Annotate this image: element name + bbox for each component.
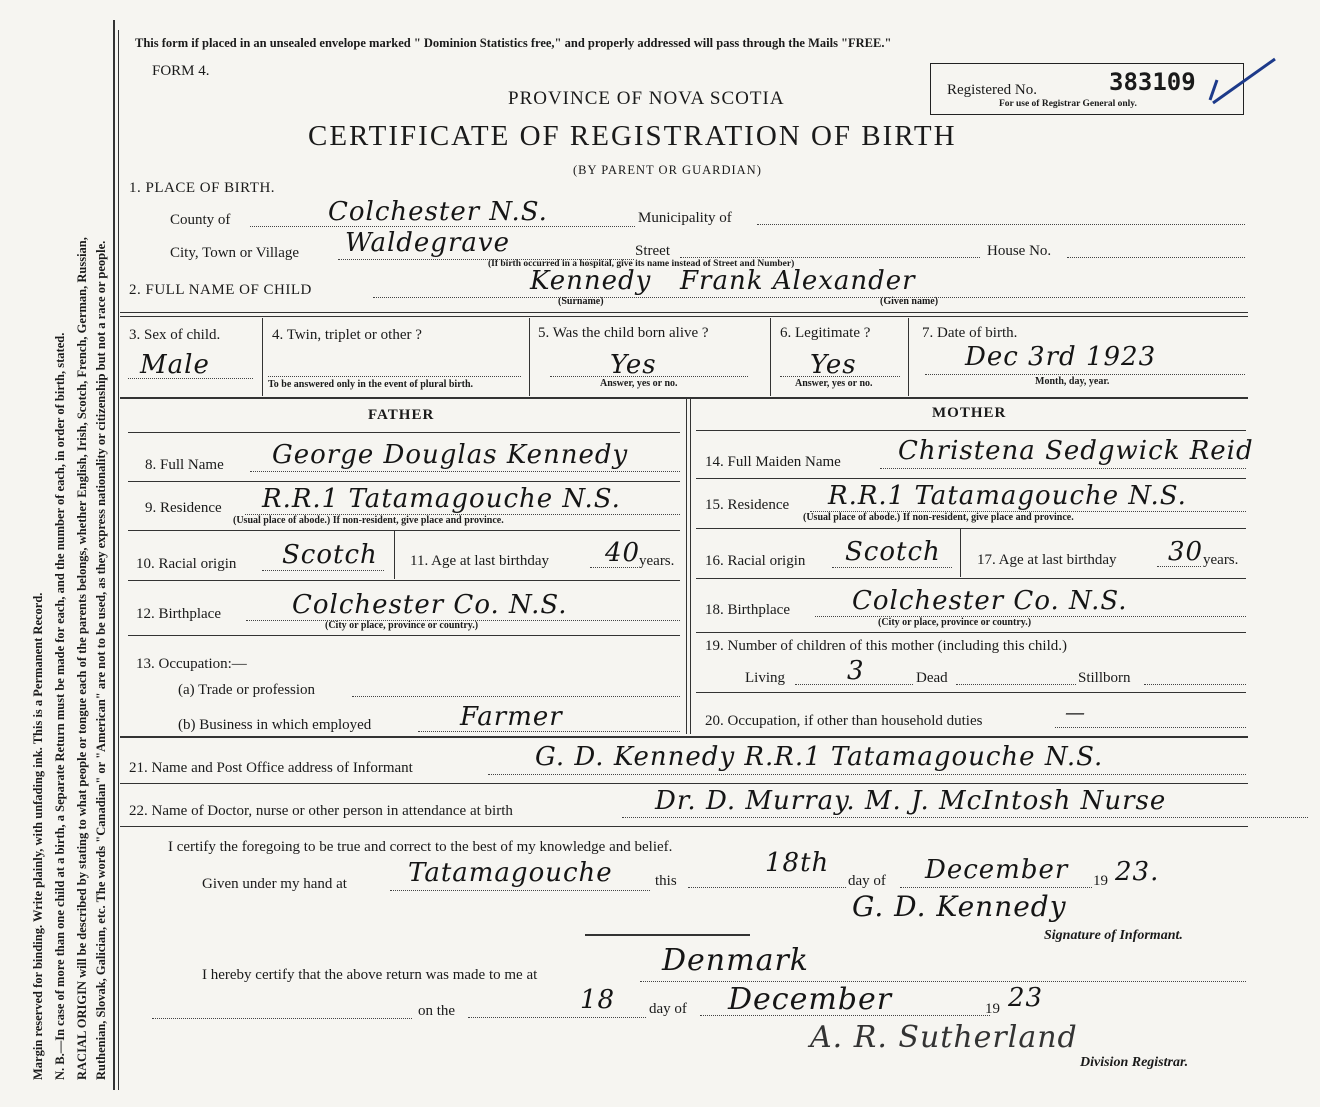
twin-label: 4. Twin, triplet or other ? <box>272 327 422 343</box>
father-business-value: Farmer <box>460 702 563 732</box>
hospital-note: (If birth occurred in a hospital, give its name instead of Street and Number) <box>488 259 795 269</box>
father-birthplace-value: Colchester Co. N.S. <box>292 590 568 620</box>
registered-number-box <box>930 63 1244 115</box>
certify-statement: I certify the foregoing to be true and correct to the best of my knowledge and belief. <box>168 839 673 855</box>
mother-dead-label: Dead <box>916 670 948 686</box>
given-name-caption: (Given name) <box>880 296 939 307</box>
father-race-label: 10. Racial origin <box>136 556 237 572</box>
margin-note-3: RACIAL ORIGIN will be described by stating to what people or tongue each of the parents belongs, whether English, Irish, Scotch, French, German, Russian, <box>75 237 89 1080</box>
father-residence-caption: (Usual place of abode.) If non-resident, give place and province. <box>233 515 504 526</box>
mother-birthplace-value: Colchester Co. N.S. <box>852 586 1128 616</box>
mother-stillborn-label: Stillborn <box>1078 670 1131 686</box>
father-occupation-heading: 13. Occupation:— <box>136 656 247 672</box>
father-age-value: 40 <box>605 538 641 568</box>
mother-residence-caption: (Usual place of abode.) If non-resident, give place and province. <box>803 512 1074 523</box>
page-subtitle: (BY PARENT OR GUARDIAN) <box>573 163 762 177</box>
born-alive-caption: Answer, yes or no. <box>600 378 678 389</box>
father-birthplace-label: 12. Birthplace <box>136 606 221 622</box>
margin-binding-line <box>113 20 115 1090</box>
surname-caption: (Surname) <box>558 296 604 307</box>
mother-occupation-value: — <box>1065 700 1086 724</box>
dob-value: Dec 3rd 1923 <box>965 342 1157 372</box>
mother-heading: MOTHER <box>932 405 1007 421</box>
father-trade-label: (a) Trade or profession <box>178 682 316 698</box>
doctor-value: Dr. D. Murray. M. J. McIntosh Nurse <box>655 786 1167 816</box>
father-business-label: (b) Business in which employed <box>178 717 372 733</box>
mother-residence-value: R.R.1 Tatamagouche N.S. <box>828 481 1187 511</box>
father-birthplace-caption: (City or place, province or country.) <box>325 620 479 631</box>
legitimate-value: Yes <box>810 350 857 380</box>
registrar-year-prefix: 19 <box>985 1001 1000 1017</box>
mother-birthplace-label: 18. Birthplace <box>705 602 790 618</box>
born-alive-value: Yes <box>610 350 657 380</box>
father-residence-label: 9. Residence <box>145 500 222 516</box>
father-age-label: 11. Age at last birthday <box>410 553 549 569</box>
dob-caption: Month, day, year. <box>1035 376 1110 387</box>
father-age-years: years. <box>639 553 675 569</box>
registrar-place: Denmark <box>662 943 809 978</box>
registrar-caption: Division Registrar. <box>1080 1055 1189 1070</box>
certify-year-prefix: 19 <box>1093 873 1108 889</box>
informant-label: 21. Name and Post Office address of Informant <box>129 760 413 776</box>
sex-label: 3. Sex of child. <box>129 327 221 343</box>
legitimate-caption: Answer, yes or no. <box>795 378 873 389</box>
mother-race-label: 16. Racial origin <box>705 553 806 569</box>
street-label: Street <box>635 243 670 259</box>
certify-place: Tatamagouche <box>408 858 613 888</box>
registrar-note: For use of Registrar General only. <box>999 99 1137 109</box>
doctor-label: 22. Name of Doctor, nurse or other person in attendance at birth <box>129 803 513 819</box>
checkmark-icon <box>1205 55 1280 110</box>
county-label: County of <box>170 212 231 228</box>
informant-value: G. D. Kennedy R.R.1 Tatamagouche N.S. <box>535 742 1104 772</box>
mother-age-value: 30 <box>1168 537 1204 567</box>
mother-living-label: Living <box>745 670 785 686</box>
province-title: PROVINCE OF NOVA SCOTIA <box>508 88 785 109</box>
registrar-month: December <box>728 982 893 1017</box>
municipality-label: Municipality of <box>638 210 732 226</box>
mother-name-value: Christena Sedgwick Reid <box>898 436 1254 466</box>
registrar-signature: A. R. Sutherland <box>810 1020 1078 1055</box>
mother-residence-label: 15. Residence <box>705 497 790 513</box>
informant-signature: G. D. Kennedy <box>852 890 1067 923</box>
certify-this-label: this <box>655 873 677 889</box>
registrar-statement: I hereby certify that the above return was made to me at <box>202 967 538 983</box>
father-name-value: George Douglas Kennedy <box>272 440 629 470</box>
child-name-label: 2. FULL NAME OF CHILD <box>129 282 312 298</box>
mother-age-label: 17. Age at last birthday <box>977 552 1117 568</box>
mother-age-years: years. <box>1203 552 1239 568</box>
city-label: City, Town or Village <box>170 245 300 261</box>
father-residence-value: R.R.1 Tatamagouche N.S. <box>262 484 621 514</box>
dob-label: 7. Date of birth. <box>922 325 1018 341</box>
place-of-birth-heading: 1. PLACE OF BIRTH. <box>129 180 276 196</box>
mail-note: This form if placed in an unsealed envelope marked " Dominion Statistics free," and properly addressed will pass through the Mails "FREE." <box>135 36 892 50</box>
born-alive-label: 5. Was the child born alive ? <box>538 325 709 341</box>
child-surname: Kennedy <box>530 266 652 296</box>
father-race-value: Scotch <box>282 540 378 570</box>
margin-binding-line-inner <box>118 30 119 1090</box>
mother-name-label: 14. Full Maiden Name <box>705 454 841 470</box>
house-number-label: House No. <box>987 243 1052 259</box>
registrar-year-suffix: 23 <box>1008 983 1044 1013</box>
sex-value: Male <box>140 350 210 380</box>
certify-year-suffix: 23. <box>1115 857 1160 887</box>
father-name-label: 8. Full Name <box>145 457 224 473</box>
margin-note-4: Ruthenian, Slovak, Galician, etc. The words "Canadian" or "American" are not to be used, as they express nationality or citizenship but not a race or people. <box>94 240 108 1080</box>
mother-occupation-label: 20. Occupation, if other than household duties <box>705 713 983 729</box>
seal-line <box>585 934 750 936</box>
registered-label: Registered No. <box>947 82 1037 98</box>
certify-month: December <box>925 855 1069 885</box>
county-value: Colchester N.S. <box>328 197 548 227</box>
registrar-on-the-label: on the <box>418 1003 456 1019</box>
mother-living-value: 3 <box>847 656 865 686</box>
registrar-day: 18 <box>580 985 616 1015</box>
twin-note: To be answered only in the event of plural birth. <box>268 379 474 390</box>
registered-number: 383109 <box>1109 68 1196 96</box>
form-number: FORM 4. <box>152 63 210 79</box>
city-value: Waldegrave <box>345 228 510 258</box>
mother-birthplace-caption: (City or place, province or country.) <box>878 617 1032 628</box>
margin-note-1: Margin reserved for binding. Write plainly, with unfading ink. This is a Permanent Record. <box>31 592 45 1080</box>
child-given-names: Frank Alexander <box>680 266 916 296</box>
margin-note-2: N. B.—In case of more than one child at a birth, a Separate Return must be made for each, and the number of each, in order of birth, stated. <box>53 332 67 1080</box>
legitimate-label: 6. Legitimate ? <box>780 325 871 341</box>
mother-children-label: 19. Number of children of this mother (including this child.) <box>705 638 1068 654</box>
certify-day-of-label: day of <box>848 873 886 889</box>
certify-day: 18th <box>765 848 830 878</box>
mother-race-value: Scotch <box>845 537 941 567</box>
page-title: CERTIFICATE OF REGISTRATION OF BIRTH <box>308 120 957 152</box>
registrar-day-of-label: day of <box>649 1001 687 1017</box>
given-under-label: Given under my hand at <box>202 876 347 892</box>
informant-signature-caption: Signature of Informant. <box>1044 928 1183 943</box>
father-heading: FATHER <box>368 407 435 423</box>
